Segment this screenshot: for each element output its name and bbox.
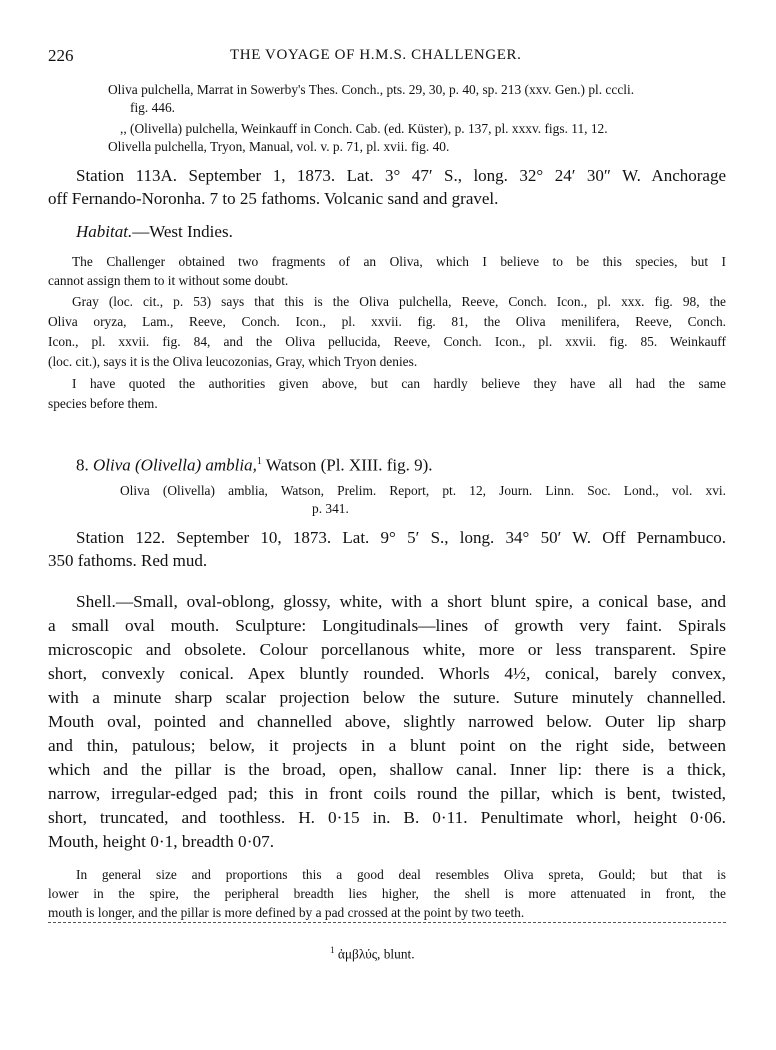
remark-line: Gray (loc. cit., p. 53) says that this is the Oliva pulchella, Reeve, Conch. Icon., pl. xxx. fig. 98, the: [72, 294, 726, 309]
synonymy-line: Oliva (Olivella) amblia, Watson, Prelim. Report, pt. 12, Journ. Linn. Soc. Lond., vol. xvi.: [120, 483, 726, 498]
description-line: Mouth, height 0·1, breadth 0·07.: [48, 832, 275, 851]
remark-line: (loc. cit.), says it is the Oliva leucozonias, Gray, which Tryon denies.: [48, 354, 418, 369]
footnote-mark: 1: [330, 945, 335, 955]
description-line: and thin, patulous; below, it projects in a blunt point on the right side, between: [48, 736, 726, 755]
station-line: Station 113A. September 1, 1873. Lat. 3° 47′ S., long. 32° 24′ 30″ W. Anchorage: [76, 166, 726, 185]
species-number: 8.: [76, 455, 89, 475]
running-title: THE VOYAGE OF H.M.S. CHALLENGER.: [230, 47, 522, 63]
synonymy-line: fig. 446.: [130, 100, 176, 115]
species-authority: Watson (Pl. XIII. fig. 9).: [261, 455, 433, 475]
remark-line: mouth is longer, and the pillar is more defined by a pad crossed at the point by two teeth.: [48, 905, 525, 920]
description-line: Mouth oval, pointed and channelled above, slightly narrowed below. Outer lip sharp: [48, 712, 726, 731]
station-line: off Fernando-Noronha. 7 to 25 fathoms. Volcanic sand and gravel.: [48, 189, 499, 208]
synonymy-line: p. 341.: [312, 501, 349, 516]
description-line: which and the pillar is the broad, open, shallow canal. Inner lip: there is a thick,: [48, 760, 726, 779]
synonymy-line: Olivella pulchella, Tryon, Manual, vol. v. p. 71, pl. xvii. fig. 40.: [108, 139, 450, 154]
species-heading: [76, 450, 432, 477]
synonymy-line: ,, (Olivella) pulchella, Weinkauff in Conch. Cab. (ed. Küster), p. 137, pl. xxxv. figs. 11, 12.: [120, 121, 608, 136]
description-line: with a minute sharp scalar projection below the suture. Suture minutely channelled.: [48, 688, 726, 707]
description-line: narrow, irregular-edged pad; this in front coils round the pillar, which is bent, twisted,: [48, 784, 726, 803]
footnote-mark: 1: [256, 456, 262, 467]
remark-line: I have quoted the authorities given above, but can hardly believe they have all had the same: [72, 376, 726, 391]
page-number: 226: [48, 46, 74, 65]
footnote: [330, 940, 415, 964]
footnote-text: ἀμβλύς, blunt.: [334, 946, 415, 962]
remark-line: lower in the spire, the peripheral breadth lies higher, the shell is more attenuated in front, the: [48, 886, 726, 901]
description-line: microscopic and obsolete. Colour porcellanous white, more or less transparent. Spire: [48, 640, 726, 659]
description-line: a small oval mouth. Sculpture: Longitudinals—lines of growth very faint. Spirals: [48, 616, 726, 635]
remark-line: species before them.: [48, 396, 158, 411]
remark-line: In general size and proportions this a good deal resembles Oliva spreta, Gould; but that is: [76, 867, 726, 882]
species-name: Oliva (Olivella) amblia,: [93, 455, 257, 475]
synonymy-line: Oliva pulchella, Marrat in Sowerby's Thes. Conch., pts. 29, 30, p. 40, sp. 213 (xxv. Gen.) pl. cccli.: [108, 82, 635, 97]
habitat-label: Habitat.: [76, 222, 133, 241]
remark-line: Icon., pl. xxvii. fig. 84, and the Oliva pellucida, Reeve, Conch. Icon., pl. xxvii. fig. 85. Weinkauff: [48, 334, 726, 349]
description-line: short, truncated, and toothless. H. 0·15 in. B. 0·11. Penultimate whorl, height 0·06.: [48, 808, 726, 827]
remark-line: The Challenger obtained two fragments of an Oliva, which I believe to be this species, but I: [72, 254, 726, 269]
remark-line: Oliva oryza, Lam., Reeve, Conch. Icon., pl. xxvii. fig. 81, the Oliva menilifera, Reeve, Conch.: [48, 314, 726, 329]
habitat: [76, 220, 233, 243]
description-line: short, convexly conical. Apex bluntly rounded. Whorls 4½, conical, barely convex,: [48, 664, 726, 683]
station-line: Station 122. September 10, 1873. Lat. 9° 5′ S., long. 34° 50′ W. Off Pernambuco.: [76, 528, 726, 547]
description-line: Shell.—Small, oval-oblong, glossy, white, with a short blunt spire, a conical base, and: [76, 592, 726, 611]
footnote-rule: [48, 922, 726, 923]
habitat-text: —West Indies.: [132, 222, 233, 241]
remark-line: cannot assign them to it without some doubt.: [48, 273, 289, 288]
station-line: 350 fathoms. Red mud.: [48, 551, 208, 570]
